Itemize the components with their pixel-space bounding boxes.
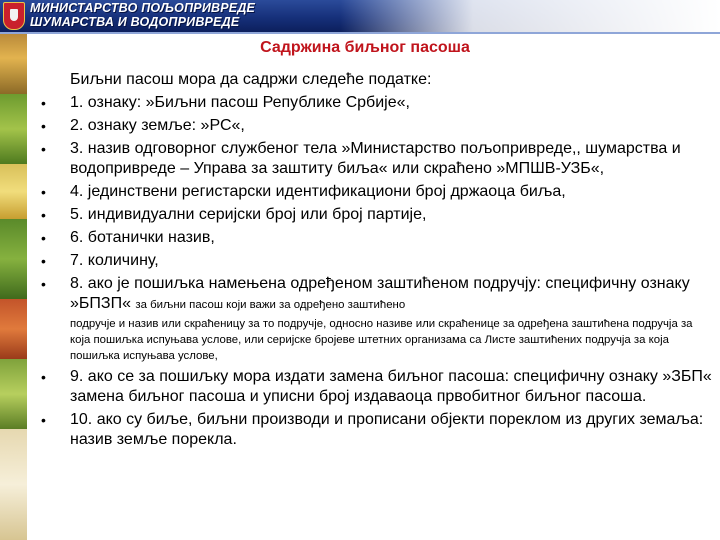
list-item-text: 1. ознаку: »Биљни пасош Републике Србије«, bbox=[70, 94, 410, 111]
list-item bbox=[40, 182, 712, 202]
list-item bbox=[40, 228, 712, 248]
list-item-text: 2. ознаку земље: »РС«, bbox=[70, 117, 245, 134]
bullet-icon: • bbox=[41, 369, 46, 385]
bullet-icon: • bbox=[41, 141, 46, 157]
list-item bbox=[40, 410, 712, 450]
corn-photo bbox=[0, 164, 27, 219]
requirements-list bbox=[40, 93, 717, 450]
list-item bbox=[40, 116, 712, 136]
slide-content bbox=[40, 70, 717, 450]
bullet-icon: • bbox=[41, 230, 46, 246]
fruit-photo bbox=[0, 299, 27, 359]
list-item-text: 5. индивидуални серијски број или број партије, bbox=[70, 206, 427, 223]
field-photo bbox=[0, 219, 27, 299]
list-item-note: подручје и назив или скраћеницу за то подручје, односно називе или скраћенице за одређена заштићена подручја за која пошиљка испуњава услове, или серијске бројеве штетних организама са Листе заштићених подручја за која пошиљка испуњава услове, bbox=[70, 318, 693, 362]
bullet-icon: • bbox=[41, 276, 46, 292]
list-item-text: 7. количину, bbox=[70, 252, 159, 269]
list-item bbox=[40, 93, 712, 113]
ministry-banner bbox=[0, 0, 720, 34]
bullet-icon: • bbox=[41, 95, 46, 111]
banner-fade bbox=[340, 0, 720, 32]
list-item bbox=[40, 139, 712, 179]
list-item bbox=[40, 205, 712, 225]
bullet-icon: • bbox=[41, 253, 46, 269]
ministry-name-line2: ШУМАРСТВА И ВОДОПРИВРЕДЕ bbox=[30, 15, 240, 29]
list-item-text: 4. јединствени регистарски идентификациони број држаоца биља, bbox=[70, 183, 566, 200]
list-item-text: 10. ако су биље, биљни производи и прописани објекти пореклом из других земаља: назив земље порекла. bbox=[70, 411, 708, 448]
list-item-note-inline: за биљни пасош који важи за одређено заштићено bbox=[135, 299, 406, 311]
bullet-icon: • bbox=[41, 207, 46, 223]
list-item bbox=[40, 274, 712, 364]
bullet-icon: • bbox=[41, 118, 46, 134]
plant-photo bbox=[0, 359, 27, 429]
list-item-text: 3. назив одговорног службеног тела »Министарство пољопривреде,, шумарства и водопривреде – Управа за заштиту биља« или скраћено »МПШВ-УЗБ«, bbox=[70, 140, 686, 177]
intro-text: Биљни пасош мора да садржи следеће податке: bbox=[70, 71, 432, 88]
list-item-text: 6. ботанички назив, bbox=[70, 229, 215, 246]
list-item bbox=[40, 251, 712, 271]
slide-title: Садржина биљног пасоша bbox=[260, 39, 470, 56]
ministry-name bbox=[30, 1, 350, 29]
list-item-text: 8. ако је пошиљка намењена одређеном заштићеном подручју: специфичну ознаку »БПЗП« bbox=[70, 275, 695, 312]
list-item-text: 9. ако се за пошиљку мора издати замена биљног пасоша: специфичну ознаку »ЗБП« замена биљног пасоша и уписни број издаваоца првобитног биљног пасоша. bbox=[70, 368, 717, 405]
bullet-icon: • bbox=[41, 412, 46, 428]
serbia-coat-of-arms-icon bbox=[3, 2, 25, 30]
bullet-icon: • bbox=[41, 184, 46, 200]
ministry-name-line1: МИНИСТАРСТВО ПОЉОПРИВРЕДЕ bbox=[30, 1, 256, 15]
leaves-photo bbox=[0, 94, 27, 164]
list-item bbox=[40, 367, 717, 407]
decorative-photo-strip bbox=[0, 34, 27, 540]
grain-photo bbox=[0, 429, 27, 540]
